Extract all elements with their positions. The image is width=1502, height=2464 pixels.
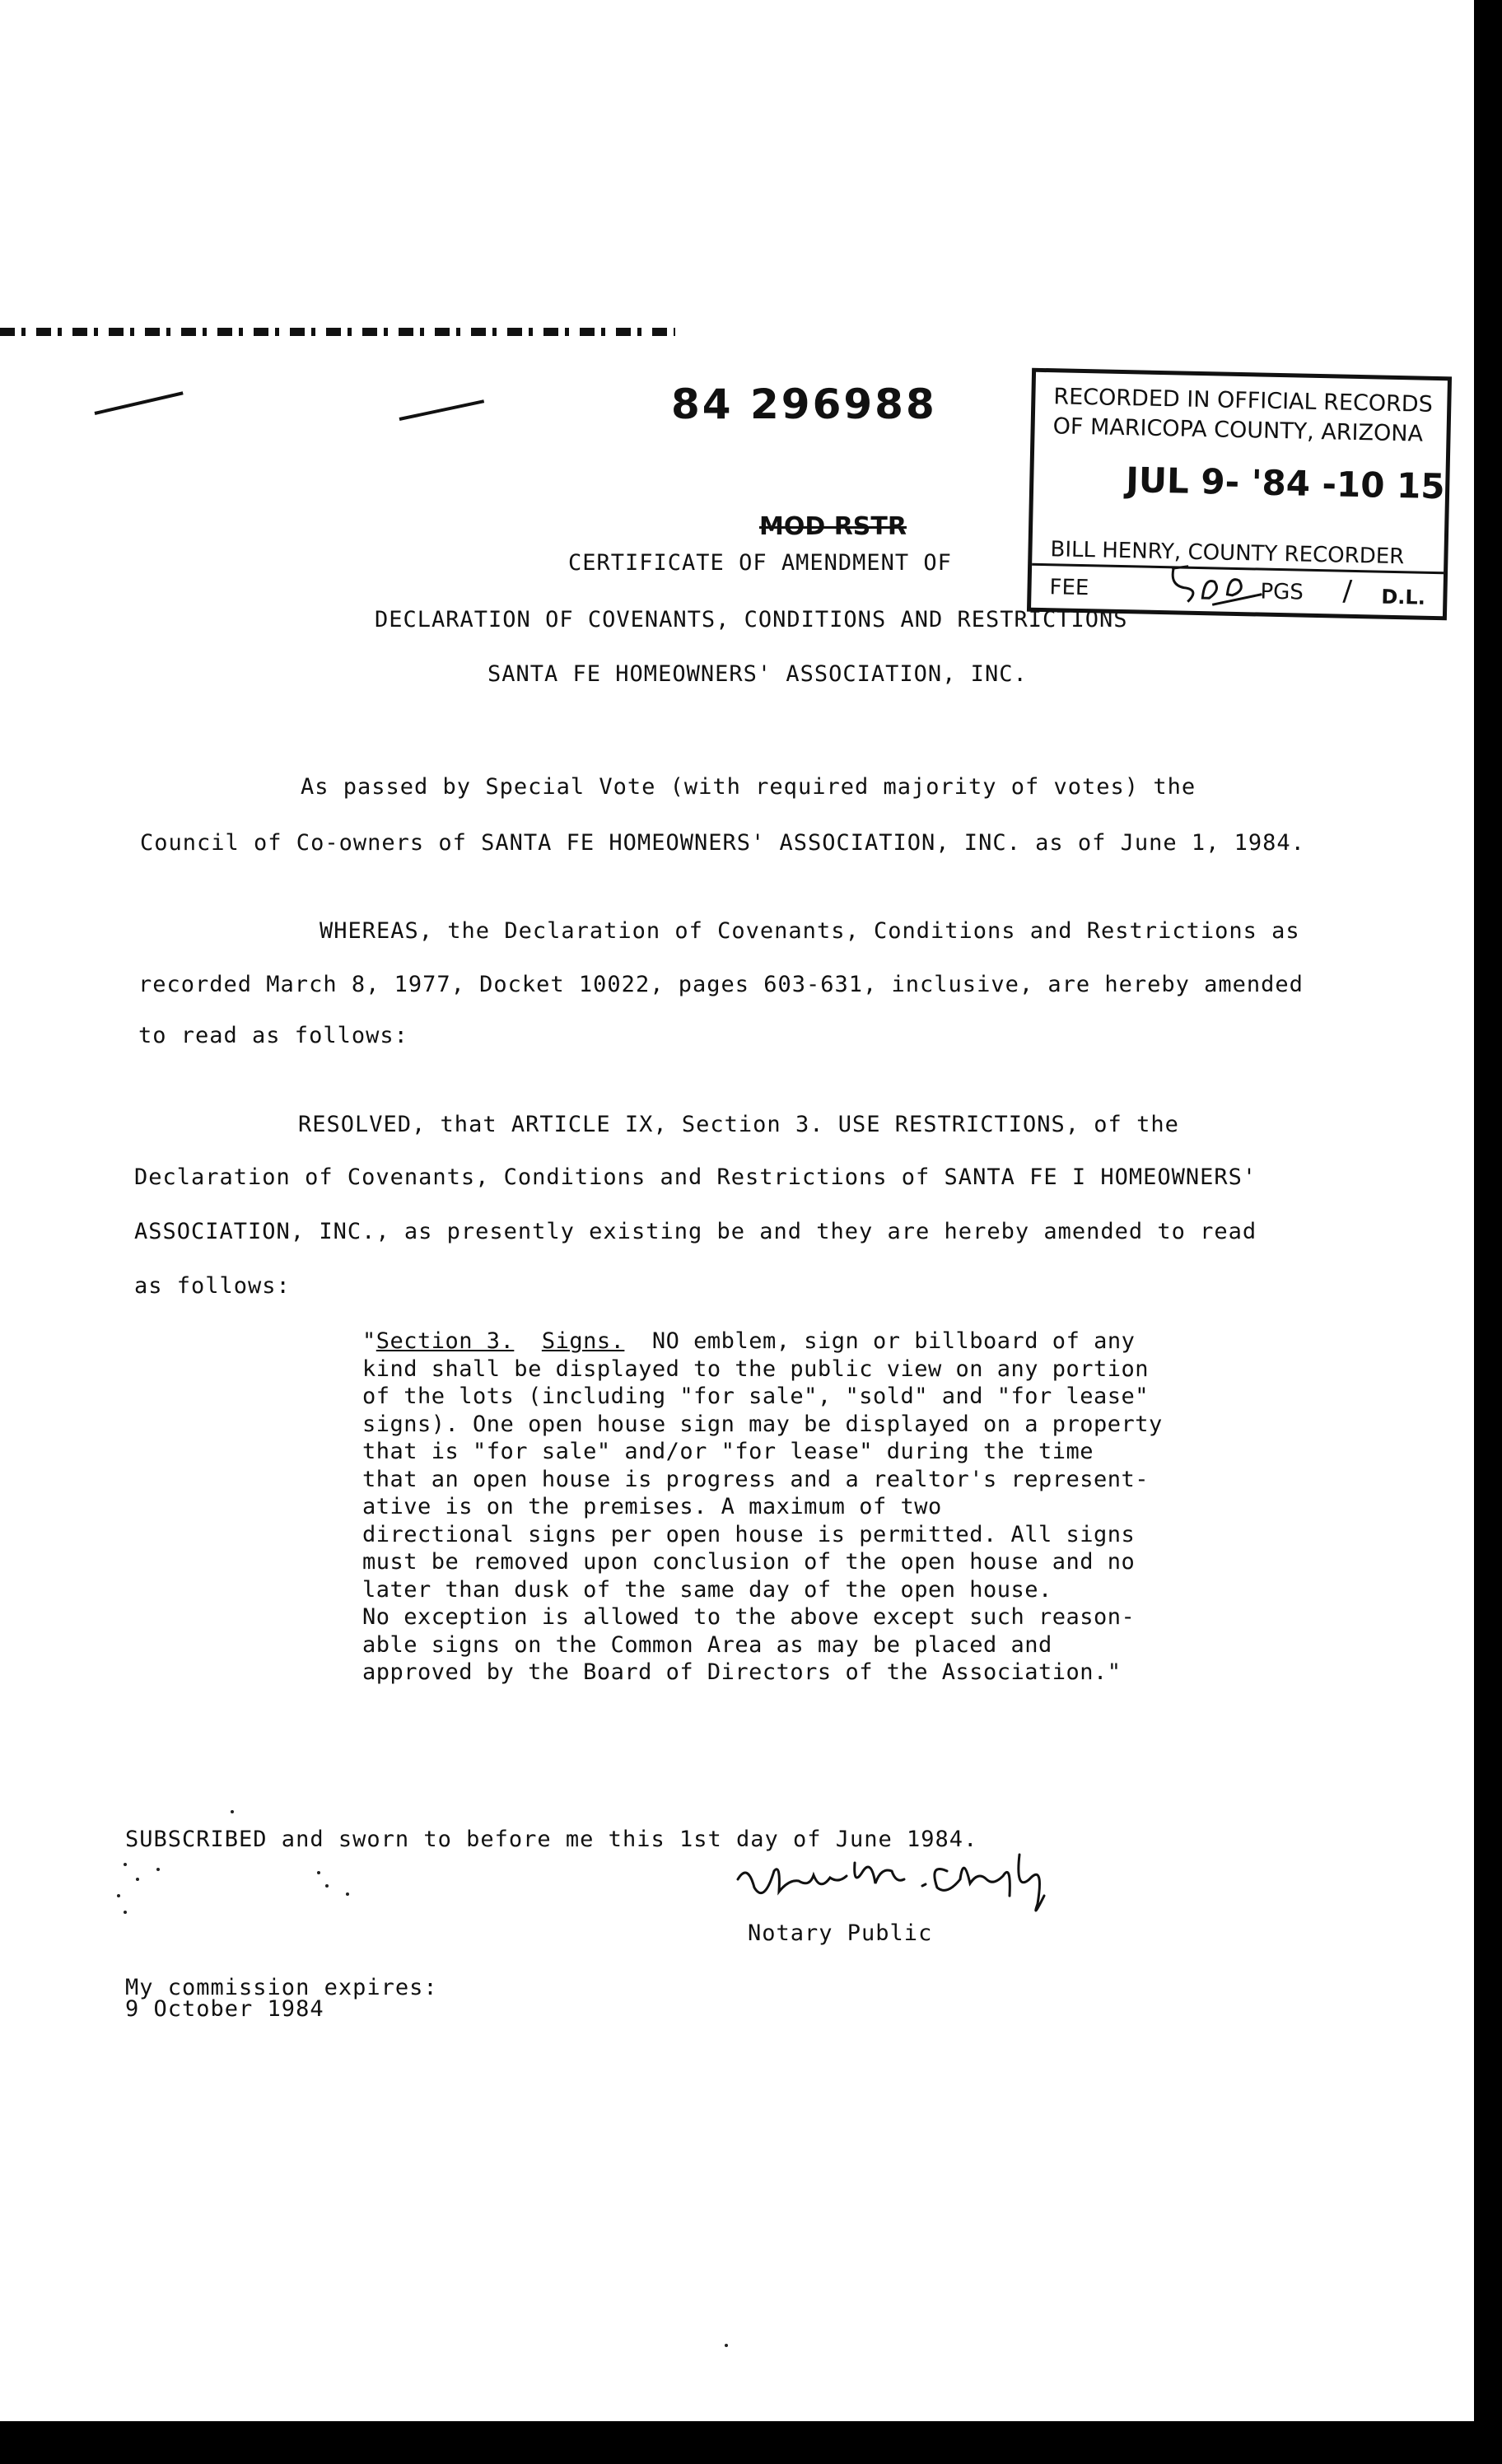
paragraph-1-line-2: Council of Co-owners of SANTA FE HOMEOWNERS' ASSOCIATION, INC. as of June 1, 1984. [140,830,1305,856]
paragraph-2-line-3: to read as follows: [138,1023,408,1048]
mod-restriction-stamp: MOD RSTR [759,512,907,541]
title-line-2: DECLARATION OF COVENANTS, CONDITIONS AND RESTRICTIONS [375,607,1128,632]
section-title: Signs. [541,1328,625,1354]
paragraph-3-line-4: as follows: [134,1273,291,1299]
stamp-fee-label: FEE [1049,575,1089,601]
title-line-3: SANTA FE HOMEOWNERS' ASSOCIATION, INC. [487,661,1028,687]
quote-first-line: "Section 3. Signs. NO emblem, sign or billboard of any [362,1328,1136,1354]
quote-line: later than dusk of the same day of the open house. [362,1576,1052,1603]
margin-mark [399,399,485,421]
quote-line: able signs on the Common Area as may be placed and [362,1631,1052,1658]
paragraph-1-line-1: As passed by Special Vote (with required majority of votes) the [301,774,1196,800]
subscribed-statement: SUBSCRIBED and sworn to before me this 1st day of June 1984. [125,1827,978,1852]
quote-line: must be removed upon conclusion of the open house and no [362,1549,1136,1575]
scan-speck [725,2344,728,2347]
quote-line: approved by the Board of Directors of the Association." [362,1659,1122,1685]
amended-section-quote [362,1328,1235,1687]
stamp-line-1: RECORDED IN OFFICIAL RECORDS [1053,384,1434,418]
section-number: Section 3. [376,1328,515,1354]
paragraph-3-line-1: RESOLVED, that ARTICLE IX, Section 3. USE RESTRICTIONS, of the [298,1112,1179,1137]
stamp-pgs-value: / [1342,574,1353,608]
commission-expires-label: My commission expires: [125,1975,438,2000]
stamp-dl-label: D.L. [1381,585,1426,609]
paragraph-2-line-2: recorded March 8, 1977, Docket 10022, pages 603-631, inclusive, are hereby amended [138,972,1304,997]
quote-line: kind shall be displayed to the public view on any portion [362,1356,1150,1382]
stamp-line-2: OF MARICOPA COUNTY, ARIZONA [1052,413,1424,447]
quote-line: that an open house is progress and a realtor's represent- [362,1466,1150,1492]
notary-signature [731,1846,1069,1920]
stamp-recorder: BILL HENRY, COUNTY RECORDER [1050,537,1405,570]
quote-line: of the lots (including "for sale", "sold" and "for lease" [362,1384,1150,1409]
paragraph-3-line-3: ASSOCIATION, INC., as presently existing be and they are hereby amended to read [134,1219,1257,1244]
notary-public-label: Notary Public [748,1920,933,1946]
quote-line: directional signs per open house is permitted. All signs [362,1521,1136,1547]
paragraph-3-line-2: Declaration of Covenants, Conditions and Restrictions of SANTA FE I HOMEOWNERS' [134,1164,1257,1190]
margin-mark [95,391,184,415]
stamp-pgs-label: PGS [1260,579,1304,605]
title-line-1: CERTIFICATE OF AMENDMENT OF [568,550,952,576]
scan-edge-line [0,328,675,336]
handwritten-fee-value [1163,556,1271,608]
document-number: 84 296988 [671,380,937,428]
recording-stamp [1027,368,1452,621]
commission-expires-date: 9 October 1984 [125,1996,324,2022]
quote-line: No exception is allowed to the above except such reason- [362,1604,1136,1630]
paragraph-2-line-1: WHEREAS, the Declaration of Covenants, Conditions and Restrictions as [320,918,1300,944]
stamp-date-time: JUL 9- '84 -10 15 [1125,460,1446,507]
quote-line: signs). One open house sign may be displayed on a property [362,1411,1163,1437]
quote-line: ative is on the premises. A maximum of two [362,1494,942,1519]
quote-line: that is "for sale" and/or "for lease" during the time [362,1439,1094,1464]
